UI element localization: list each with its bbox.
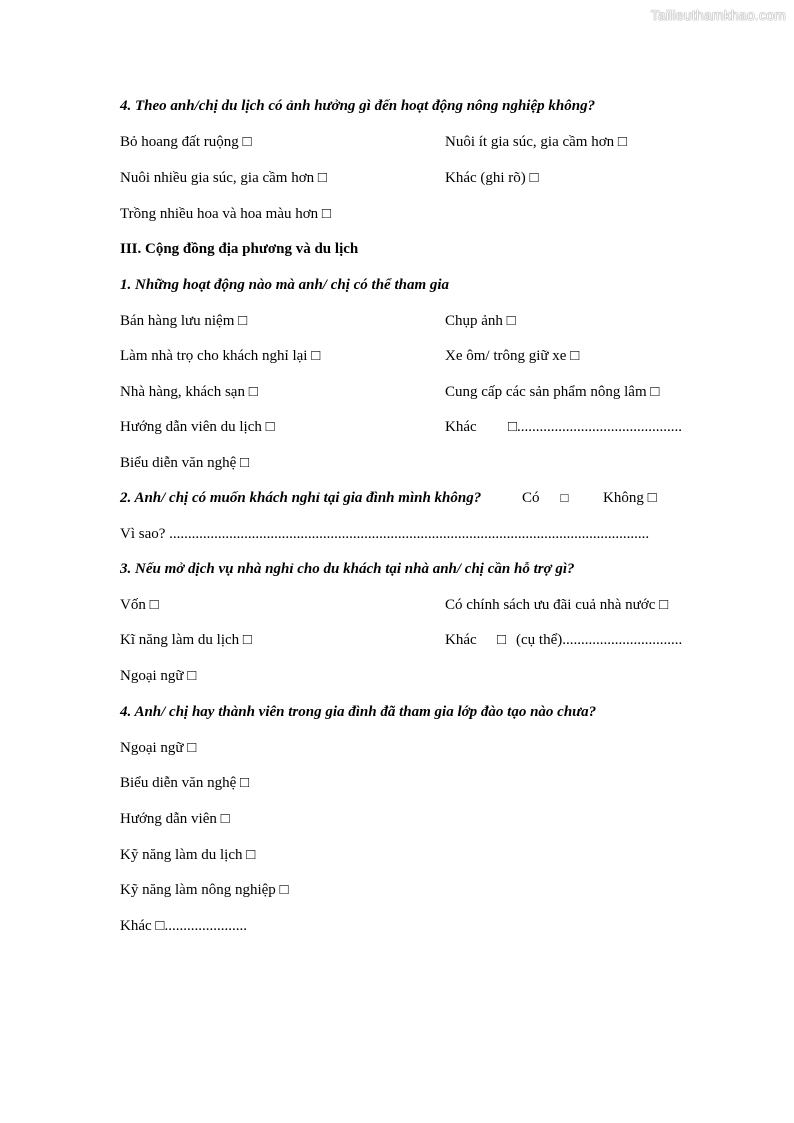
option-tour-guide[interactable]: Hướng dẫn viên du lịch □ bbox=[120, 419, 275, 435]
option-other-specify-line[interactable]: (cụ thể)................................ bbox=[516, 632, 683, 648]
option-other-label: Khác bbox=[445, 419, 477, 435]
option-more-livestock[interactable]: Nuôi nhiều gia súc, gia cầm hơn □ bbox=[120, 170, 327, 186]
training-foreign-language[interactable]: Ngoại ngữ □ bbox=[120, 740, 197, 756]
option-photography[interactable]: Chụp ảnh □ bbox=[445, 313, 516, 329]
option-art-performance[interactable]: Biểu diễn văn nghệ □ bbox=[120, 455, 250, 471]
option-restaurant-hotel[interactable]: Nhà hàng, khách sạn □ bbox=[120, 384, 258, 400]
option-other-label: Khác bbox=[445, 632, 477, 648]
option-souvenir-sales[interactable]: Bán hàng lưu niệm □ bbox=[120, 313, 248, 329]
option-guesthouse[interactable]: Làm nhà trọ cho khách nghỉ lại □ bbox=[120, 348, 321, 364]
option-yes[interactable] bbox=[522, 489, 568, 507]
question-3-support: 3. Nếu mở dịch vụ nhà nghỉ cho du khách tại nhà anh/ chị cần hỗ trợ gì? bbox=[120, 561, 575, 577]
option-no[interactable]: Không □ bbox=[603, 490, 657, 506]
question-1-activities: 1. Những hoạt động nào mà anh/ chị có thể tham gia bbox=[120, 277, 450, 293]
option-foreign-language[interactable]: Ngoại ngữ □ bbox=[120, 668, 197, 684]
training-tourism-skills[interactable]: Kỹ năng làm du lịch □ bbox=[120, 847, 256, 863]
option-other-specify[interactable]: Khác (ghi rõ) □ bbox=[445, 170, 539, 186]
option-abandon-fields[interactable]: Bỏ hoang đất ruộng □ bbox=[120, 134, 252, 150]
training-agriculture-skills[interactable]: Kỹ năng làm nông nghiệp □ bbox=[120, 882, 289, 898]
checkbox-icon[interactable]: □ bbox=[560, 490, 569, 505]
option-yes-label: Có bbox=[522, 490, 540, 506]
option-capital[interactable]: Vốn □ bbox=[120, 597, 159, 613]
option-tourism-skills[interactable]: Kĩ năng làm du lịch □ bbox=[120, 632, 252, 648]
training-other[interactable]: Khác □...................... bbox=[120, 918, 247, 934]
section-3-heading: III. Cộng đồng địa phương và du lịch bbox=[120, 241, 359, 257]
option-other-checkbox[interactable]: □ bbox=[497, 632, 507, 648]
training-art-performance[interactable]: Biểu diễn văn nghệ □ bbox=[120, 775, 250, 791]
option-agro-forestry-products[interactable]: Cung cấp các sản phẩm nông lâm □ bbox=[445, 384, 660, 400]
training-tour-guide[interactable]: Hướng dẫn viên □ bbox=[120, 811, 230, 827]
option-more-flowers-crops[interactable]: Trồng nhiều hoa và hoa màu hơn □ bbox=[120, 206, 331, 222]
question-4-training: 4. Anh/ chị hay thành viên trong gia đình đã tham gia lớp đào tạo nào chưa? bbox=[120, 704, 597, 720]
option-state-policy[interactable]: Có chính sách ưu đãi cuả nhà nước □ bbox=[445, 597, 669, 613]
why-fill-line[interactable]: Vì sao? ................................................................................................................................ bbox=[120, 526, 650, 542]
option-fewer-livestock[interactable]: Nuôi ít gia súc, gia cầm hơn □ bbox=[445, 134, 627, 150]
option-other-fill-line[interactable]: □............................................ bbox=[508, 419, 683, 435]
question-4-effect: 4. Theo anh/chị du lịch có ảnh hưởng gì đến hoạt động nông nghiệp không? bbox=[120, 98, 596, 114]
watermark: Tailieuthamkhao.com bbox=[650, 7, 786, 23]
question-2-host: 2. Anh/ chị có muốn khách nghỉ tại gia đình mình không? bbox=[120, 490, 482, 506]
option-motorbike-taxi-parking[interactable]: Xe ôm/ trông giữ xe □ bbox=[445, 348, 580, 364]
